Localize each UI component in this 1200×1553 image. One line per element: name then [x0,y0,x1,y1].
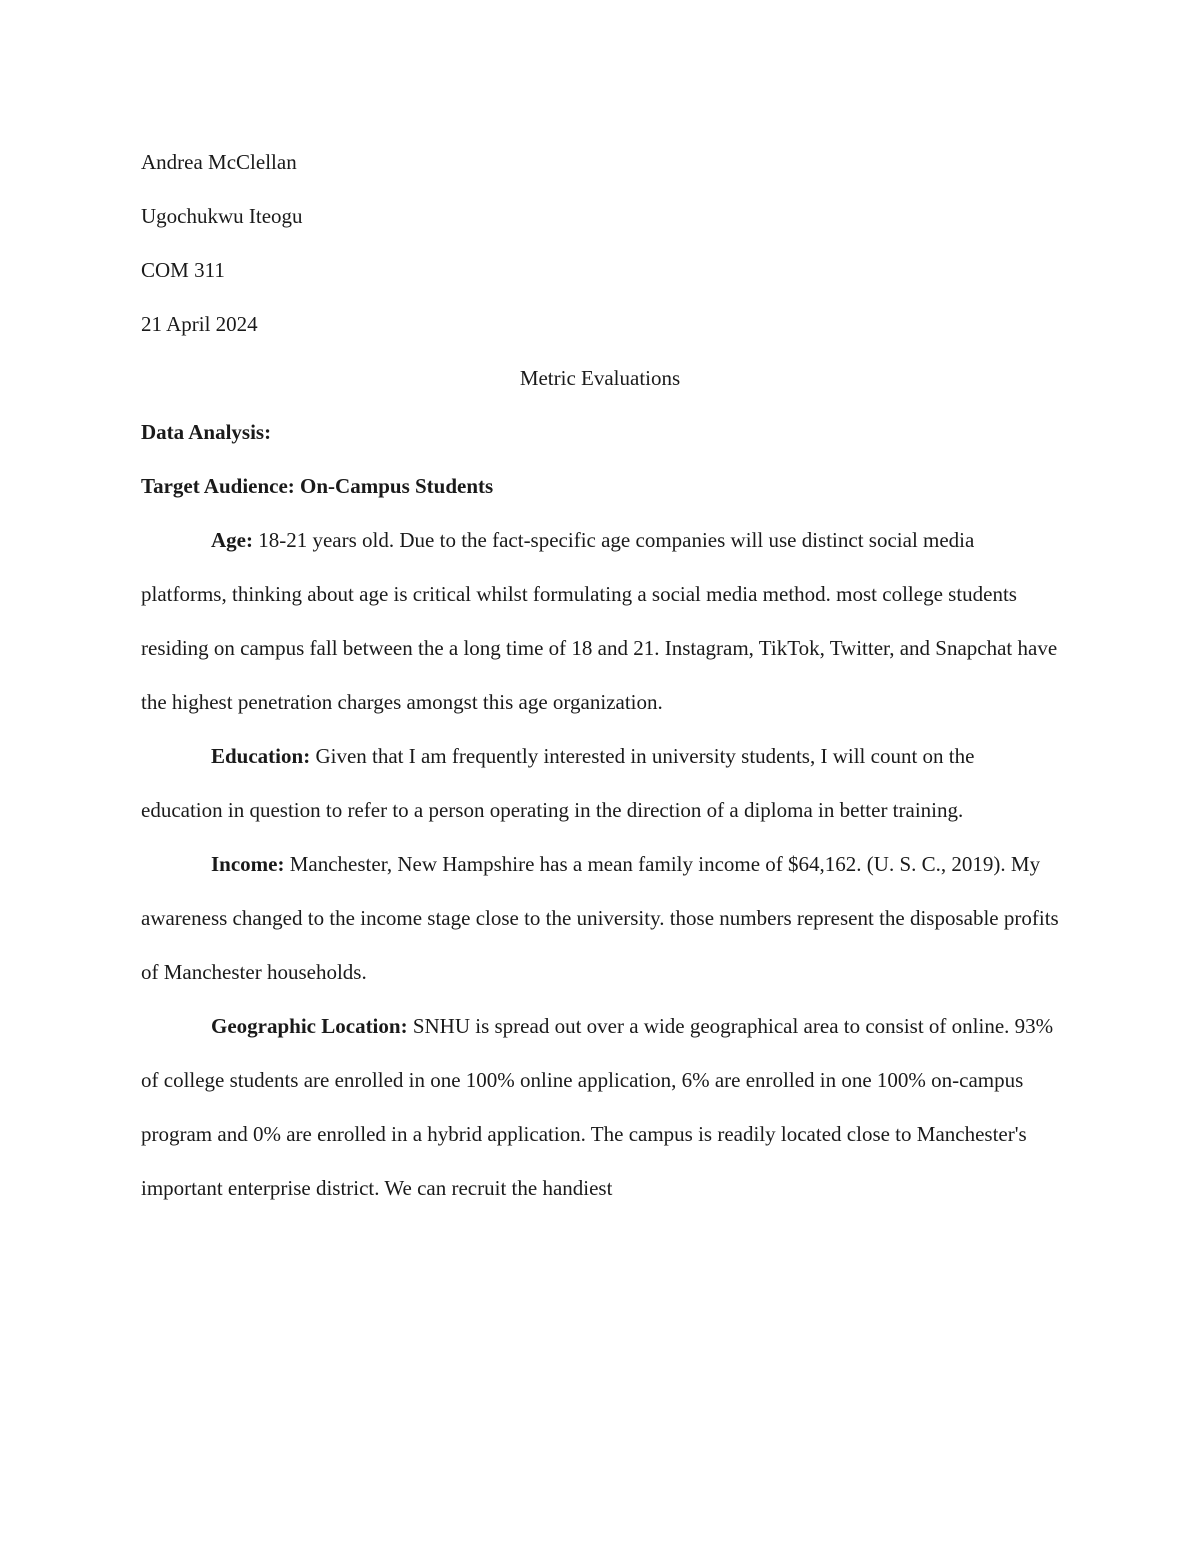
document-title: Metric Evaluations [519,366,681,390]
course-code: COM 311 [141,258,225,282]
paragraph-age [141,513,1059,729]
paragraph-geographic [141,999,1059,1215]
paragraph-education [141,729,1059,837]
label-geographic: Geographic Location: [211,1014,408,1038]
text-education: Given that I am frequently interested in university students, I will count on the education in question to refer to a person operating in the direction of a diploma in better training. [141,744,975,822]
label-age: Age: [211,528,253,552]
heading-data-analysis: Data Analysis: [141,420,272,444]
paragraph-income [141,837,1059,999]
label-education: Education: [211,744,311,768]
instructor-name: Ugochukwu Iteogu [141,204,303,228]
text-income: Manchester, New Hampshire has a mean family income of $64,162. (U. S. C., 2019). My awareness changed to the income stage close to the university. those numbers represent the disposable profits of Manchester households. [141,852,1059,984]
document-body [141,135,1059,1215]
text-age: 18-21 years old. Due to the fact-specific age companies will use distinct social media platforms, thinking about age is critical whilst formulating a social media method. most college students residing on campus fall between the a long time of 18 and 21. Instagram, TikTok, Twitter, and Snapchat have the highest penetration charges amongst this age organization. [141,528,1058,714]
heading-target-audience: Target Audience: On-Campus Students [141,474,494,498]
author-name: Andrea McClellan [141,150,297,174]
label-income: Income: [211,852,285,876]
text-geographic: SNHU is spread out over a wide geographical area to consist of online. 93% of college students are enrolled in one 100% online application, 6% are enrolled in one 100% on-campus program and 0% are enrolled in a hybrid application. The campus is readily located close to Manchester's important enterprise district. We can recruit the handiest [141,1014,1054,1200]
document-date: 21 April 2024 [141,312,258,336]
